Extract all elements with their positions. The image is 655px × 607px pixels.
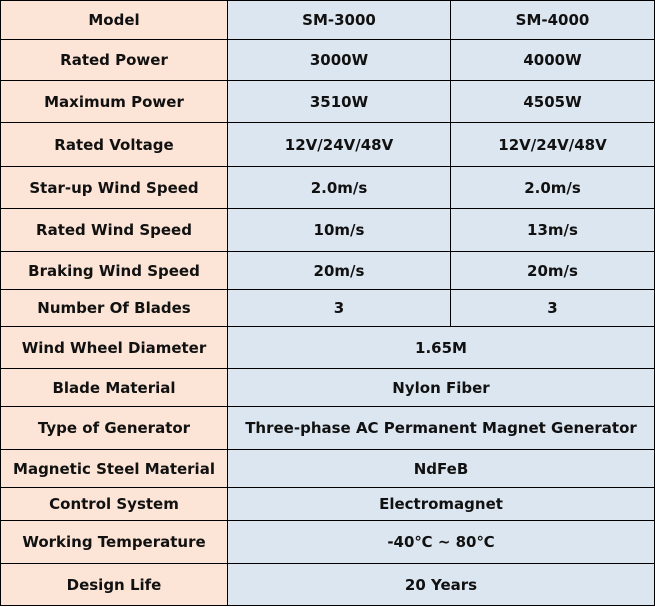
table-row (1, 327, 655, 369)
row-value-sm3000: 10m/s (228, 209, 451, 252)
row-value-shared: 20 Years (228, 564, 655, 606)
row-value-sm3000: 3 (228, 290, 451, 327)
table-row (1, 167, 655, 209)
table-row (1, 81, 655, 123)
row-label: Rated Voltage (1, 123, 228, 167)
row-label: Rated Wind Speed (1, 209, 228, 252)
row-label: Number Of Blades (1, 290, 228, 327)
row-value-sm4000: 4000W (451, 40, 655, 81)
row-value-sm4000: 12V/24V/48V (451, 123, 655, 167)
row-label: Blade Material (1, 369, 228, 407)
row-label: Wind Wheel Diameter (1, 327, 228, 369)
row-label: Magnetic Steel Material (1, 450, 228, 488)
row-label: Rated Power (1, 40, 228, 81)
table-row (1, 290, 655, 327)
row-value-sm3000: 3000W (228, 40, 451, 81)
row-value-shared: Three-phase AC Permanent Magnet Generator (228, 407, 655, 450)
row-value-sm3000: 12V/24V/48V (228, 123, 451, 167)
table-row (1, 450, 655, 488)
table-row (1, 488, 655, 521)
table-row (1, 252, 655, 290)
row-label: Type of Generator (1, 407, 228, 450)
row-value-shared: Nylon Fiber (228, 369, 655, 407)
model-sm3000-header: SM-3000 (228, 1, 451, 40)
row-value-sm4000: 3 (451, 290, 655, 327)
table-row (1, 123, 655, 167)
table-header-row (1, 1, 655, 40)
row-value-shared: -40℃ ~ 80℃ (228, 521, 655, 564)
table-row (1, 521, 655, 564)
model-header-label: Model (1, 1, 228, 40)
row-value-sm4000: 2.0m/s (451, 167, 655, 209)
row-label: Control System (1, 488, 228, 521)
row-label: Working Temperature (1, 521, 228, 564)
row-label: Maximum Power (1, 81, 228, 123)
row-label: Star-up Wind Speed (1, 167, 228, 209)
row-value-sm4000: 20m/s (451, 252, 655, 290)
table-row (1, 209, 655, 252)
table-row (1, 407, 655, 450)
row-value-sm3000: 3510W (228, 81, 451, 123)
model-sm4000-header: SM-4000 (451, 1, 655, 40)
row-value-shared: NdFeB (228, 450, 655, 488)
row-label: Braking Wind Speed (1, 252, 228, 290)
row-value-shared: 1.65M (228, 327, 655, 369)
row-value-sm3000: 2.0m/s (228, 167, 451, 209)
row-value-sm4000: 13m/s (451, 209, 655, 252)
row-value-sm3000: 20m/s (228, 252, 451, 290)
row-value-sm4000: 4505W (451, 81, 655, 123)
table-row (1, 369, 655, 407)
table-row (1, 564, 655, 606)
table-row (1, 40, 655, 81)
row-value-shared: Electromagnet (228, 488, 655, 521)
row-label: Design Life (1, 564, 228, 606)
